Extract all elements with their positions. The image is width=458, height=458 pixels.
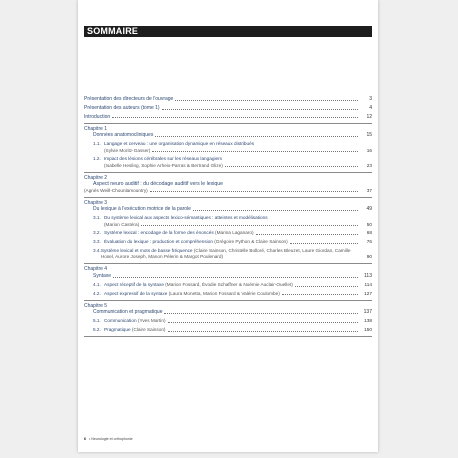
section-page: 90	[366, 254, 372, 260]
section-page: 23	[366, 162, 372, 168]
section-entry[interactable]	[84, 327, 372, 333]
table-of-contents	[84, 96, 372, 337]
section-authors: (Claire Sainson, Christelle Bolloré, Charles Bleuzet, Laure Giordan, Camille Hosel, Aurore Joseph, Manon Pélerin & Margot Poulenard)	[100, 247, 351, 260]
chapter-title-entry[interactable]	[84, 273, 372, 279]
section-authors: (Laura Monetta, Marion Fossard & Valérie Coulombe)	[168, 290, 280, 296]
section-title: Pragmatique	[104, 327, 131, 333]
leader-dots	[175, 100, 358, 101]
leader-dots	[164, 313, 358, 314]
section-number: 4.1.	[93, 281, 101, 287]
section-authors: (Marina Laganaro)	[215, 230, 254, 236]
toc-entry-label: Présentation des directeurs de l'ouvrage	[84, 96, 174, 102]
section-authors: (Isabelle Hesling, Sophie Arheix-Parras & Bertrand Glize)	[104, 162, 223, 168]
chapter-divider	[84, 172, 372, 173]
chapter-divider	[84, 300, 372, 301]
chapter-label: Chapitre 4	[84, 266, 108, 273]
page-footer	[84, 437, 133, 441]
leader-dots	[256, 234, 358, 235]
chapter-page: 137	[363, 309, 372, 316]
chapter-divider	[84, 263, 372, 264]
section-page: 127	[364, 290, 372, 296]
leader-dots	[193, 210, 358, 211]
section-number: 1.2.	[93, 156, 101, 162]
section-title: Aspect expressif de la syntaxe	[104, 290, 168, 296]
chapter-label: Chapitre 5	[84, 302, 108, 309]
section-page: 50	[366, 221, 372, 227]
section-page: 114	[364, 281, 372, 287]
section-number: 4.2.	[93, 290, 101, 296]
chapter-authors: (Agnès Weill-Chounlamountry)	[84, 187, 148, 193]
toc-entry-page: 12	[366, 113, 372, 120]
chapter-title: Communication et pragmatique	[93, 309, 163, 316]
chapter-label: Chapitre 1	[84, 125, 108, 132]
section-page: 150	[364, 327, 372, 333]
section-number: 3.2.	[93, 230, 101, 236]
chapter-title-entry[interactable]	[84, 132, 372, 138]
chapter-title-entry[interactable]	[84, 309, 372, 315]
leader-dots	[112, 117, 358, 118]
leader-dots	[168, 331, 359, 332]
toc-entry-label: Présentation des auteurs (tome 1)	[84, 104, 160, 111]
section-page: 138	[364, 318, 372, 324]
chapter-title: Données anatomocliniques	[93, 132, 154, 139]
leader-dots	[290, 243, 358, 244]
section-number: 5.2.	[93, 327, 101, 333]
chapter-label: Chapitre 3	[84, 199, 108, 206]
toc-entry[interactable]	[84, 114, 372, 120]
toc-entry-page: 3	[369, 96, 372, 102]
toc-entry-page: 4	[369, 104, 372, 111]
chapter-page: 113	[364, 272, 372, 279]
chapter-page: 37	[366, 187, 372, 193]
section-entry[interactable]	[84, 215, 372, 227]
section-number: 3.3.	[93, 239, 101, 245]
section-authors: (Sylvie Moritz-Gasser)	[104, 147, 151, 153]
toc-entry-label: Introduction	[84, 113, 111, 120]
chapter-label: Chapitre 2	[84, 174, 108, 181]
section-title: Du système lexical aux aspects lexico-sémantiques : atteintes et modélisations	[104, 215, 268, 221]
section-number: 3.1.	[93, 215, 101, 221]
chapter-title: Du lexique à l'exécution motrice de la parole	[93, 206, 191, 213]
section-title: Évaluation du lexique : production et compréhension	[104, 239, 213, 245]
section-title: Langage et cerveau : une organisation dynamique en réseaux distribués	[104, 141, 255, 147]
section-authors: (Marion Castéra)	[104, 221, 140, 227]
section-page: 68	[366, 230, 372, 236]
toc-entry[interactable]	[84, 105, 372, 111]
section-entry[interactable]	[84, 282, 372, 288]
section-number: 5.1.	[93, 318, 101, 324]
leader-dots	[141, 225, 358, 226]
section-entry[interactable]	[84, 318, 372, 324]
chapter-divider	[84, 123, 372, 124]
section-entry[interactable]	[84, 291, 372, 297]
section-entry[interactable]	[84, 248, 372, 260]
section-entry[interactable]	[84, 141, 372, 153]
toc-entry[interactable]	[84, 96, 372, 102]
chapter-divider	[84, 336, 372, 337]
leader-dots	[168, 322, 358, 323]
chapter-page: 15	[366, 132, 372, 139]
section-number: 3.4.	[93, 247, 101, 253]
leader-dots	[295, 286, 358, 287]
section-authors: (Marion Fossard, Évodie Schaffner & Noémie Auclair-Ouellet)	[165, 281, 293, 287]
leader-dots	[282, 294, 358, 295]
section-entry[interactable]	[84, 230, 372, 236]
chapter-title: Syntaxe	[93, 272, 112, 279]
page-title: SOMMAIRE	[87, 26, 139, 36]
section-title: Système lexical et mots de basse fréquence	[100, 247, 193, 253]
chapter-title: Aspect neuro auditif : du décodage auditif vers le lexique	[93, 181, 224, 188]
leader-dots	[113, 277, 358, 278]
leader-dots	[150, 191, 358, 192]
section-number: 1.1.	[93, 141, 101, 147]
chapter-title-entry[interactable]	[84, 206, 372, 212]
section-authors: (Claire Sainson)	[131, 327, 166, 333]
section-title: Communication	[104, 318, 137, 324]
leader-dots	[152, 151, 358, 152]
leader-dots	[162, 109, 358, 110]
section-page: 16	[366, 147, 372, 153]
document-page	[78, 0, 378, 452]
footer-text: • Neurologie et orthophonie	[89, 437, 133, 441]
section-title: Aspect réceptif de la syntaxe	[104, 281, 164, 287]
section-entry[interactable]	[84, 156, 372, 168]
footer-page-number: 6	[84, 437, 86, 441]
chapter-divider	[84, 197, 372, 198]
leader-dots	[155, 136, 358, 137]
section-title: Impact des lésions cérébrales sur les réseaux langagiers	[104, 156, 223, 162]
chapter-page: 49	[366, 206, 372, 213]
section-page: 76	[366, 239, 372, 245]
section-title: Système lexical : encodage de la forme des énoncés	[104, 230, 214, 236]
section-authors: (Grégoire Python & Claire Sainson)	[214, 239, 288, 245]
section-entry[interactable]	[84, 239, 372, 245]
chapter-title-entry[interactable]	[84, 188, 372, 194]
title-bar	[84, 26, 372, 37]
leader-dots	[225, 166, 358, 167]
section-authors: (Yves Martin)	[137, 318, 166, 324]
